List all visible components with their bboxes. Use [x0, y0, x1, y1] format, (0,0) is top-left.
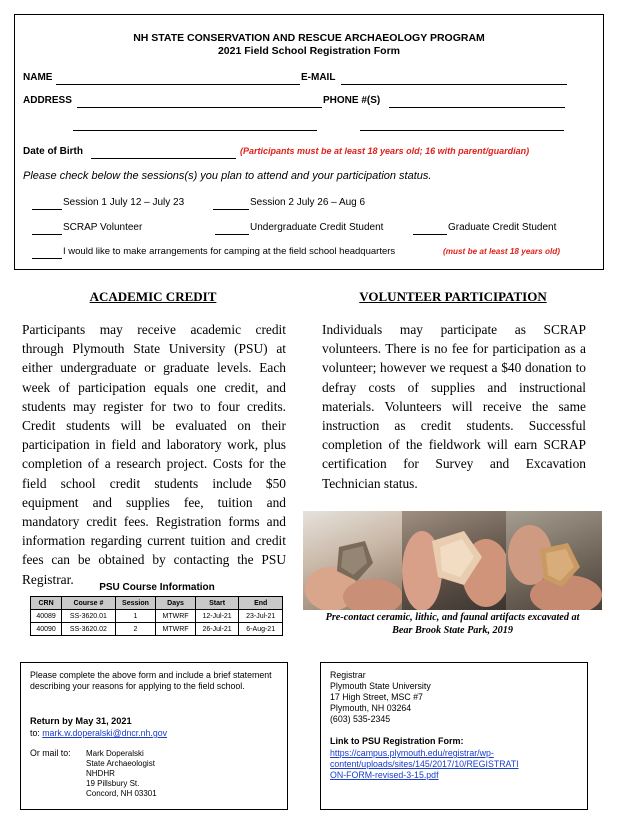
registrar-line: Registrar: [330, 670, 366, 680]
link-line: ON-FORM-revised-3-15.pdf: [330, 770, 439, 780]
submission-instructions-box: [20, 662, 288, 810]
artifact-photo-ceramic: [303, 511, 402, 610]
sessions-instruction: Please check below the sessions(s) you plan to attend and your participation status.: [23, 170, 432, 182]
return-deadline: Return by May 31, 2021: [30, 716, 132, 726]
grad-checkbox[interactable]: [413, 234, 447, 235]
course-table-header-row: [31, 597, 283, 610]
address-line: NHDHR: [86, 769, 115, 778]
address-line: Concord, NH 03301: [86, 789, 157, 798]
session2-label: Session 2 July 26 – Aug 6: [250, 197, 366, 208]
registration-form-link[interactable]: [330, 748, 519, 781]
course-table: [30, 596, 283, 636]
table-cell: 26-Jul-21: [195, 623, 239, 636]
table-row: [31, 623, 283, 636]
scrap-volunteer-label: SCRAP Volunteer: [63, 222, 143, 233]
camping-checkbox[interactable]: [32, 258, 62, 259]
col-header: Session: [115, 597, 156, 610]
registration-link-heading: Link to PSU Registration Form:: [330, 736, 464, 746]
registration-form: [14, 14, 604, 270]
mailing-address: [86, 749, 157, 799]
address-label: ADDRESS: [23, 95, 72, 106]
link-line: https://campus.plymouth.edu/registrar/wp-: [330, 748, 494, 758]
email-label: E-MAIL: [301, 72, 336, 83]
photo-caption-line2: Bear Brook State Park, 2019: [392, 625, 513, 636]
session1-label: Session 1 July 12 – July 23: [63, 197, 185, 208]
course-table-title: PSU Course Information: [99, 582, 215, 593]
registrar-line: (603) 535-2345: [330, 714, 391, 724]
table-cell: 40090: [31, 623, 62, 636]
table-cell: 1: [115, 610, 156, 623]
camping-label: I would like to make arrangements for camping at the field school headquarters: [63, 246, 396, 257]
registrar-box: [320, 662, 588, 810]
email-line: [30, 728, 167, 738]
table-cell: 40089: [31, 610, 62, 623]
table-cell: 23-Jul-21: [239, 610, 283, 623]
name-label: NAME: [23, 72, 53, 83]
col-header: CRN: [31, 597, 62, 610]
table-cell: 2: [115, 623, 156, 636]
address-field[interactable]: [77, 107, 322, 108]
volunteer-heading: VOLUNTEER PARTICIPATION: [359, 289, 547, 304]
session2-checkbox[interactable]: [213, 209, 249, 210]
artifact-photo-lithic: [402, 511, 506, 610]
name-field[interactable]: [56, 84, 300, 85]
submission-intro: Please complete the above form and include a brief statement describing your reasons for applying to the field school.: [30, 670, 272, 691]
table-cell: MTWRF: [156, 623, 196, 636]
form-subtitle: 2021 Field School Registration Form: [217, 45, 401, 57]
mail-label: Or mail to:: [30, 748, 71, 758]
col-header: Course #: [62, 597, 116, 610]
scrap-volunteer-checkbox[interactable]: [32, 234, 62, 235]
dob-field[interactable]: [91, 158, 236, 159]
phone-label: PHONE #(S): [323, 95, 381, 106]
photo-caption-line1: Pre-contact ceramic, lithic, and faunal artifacts excavated at: [325, 612, 580, 623]
col-header: Start: [195, 597, 239, 610]
age-requirement-note: (Participants must be at least 18 years old; 16 with parent/guardian): [240, 146, 530, 156]
undergrad-checkbox[interactable]: [215, 234, 249, 235]
address-line: 19 Pillsbury St.: [86, 779, 140, 788]
to-label: to:: [30, 728, 43, 738]
link-line: content/uploads/sites/145/2017/10/REGISTRATI: [330, 759, 519, 769]
contact-email-link[interactable]: mark.w.doperalski@dncr.nh.gov: [42, 728, 168, 738]
col-header: End: [239, 597, 283, 610]
phone-field[interactable]: [389, 107, 565, 108]
email-field[interactable]: [341, 84, 567, 85]
address-line: Mark Doperalski: [86, 749, 144, 758]
volunteer-body: Individuals may participate as SCRAP volunteers. There is no fee for participation as a volunteer; however we request a $40 donation to defray costs of supplies and instructional materials. Volunteers will receive the same instruction as credit students. Successful completion of the fieldwork will earn SCRAP certification for Survey and Excavation Technician status.: [322, 322, 586, 491]
camping-age-note: (must be at least 18 years old): [443, 247, 560, 256]
dob-label: Date of Birth: [23, 146, 83, 157]
undergrad-label: Undergraduate Credit Student: [250, 222, 384, 233]
registrar-line: 17 High Street, MSC #7: [330, 692, 423, 702]
session1-checkbox[interactable]: [32, 209, 62, 210]
form-title: NH STATE CONSERVATION AND RESCUE ARCHAEOLOGY PROGRAM: [133, 32, 485, 44]
registrar-line: Plymouth, NH 03264: [330, 703, 412, 713]
grad-label: Graduate Credit Student: [448, 222, 557, 233]
address-line: State Archaeologist: [86, 759, 155, 768]
academic-credit-body: Participants may receive academic credit through Plymouth State University (PSU) at either undergraduate or graduate levels. Each week of participation equals one credit, and students may register for two to four credits. Credit students will be evaluated on their participation in field and laboratory work, plus completion of a research project. Costs for the field school credit students include $50 equipment and supplies fee, tuition and mandatory credit fees. Registration forms and information regarding current tuition and credit fees can be obtained by contacting the PSU Registrar.: [22, 322, 286, 587]
table-cell: 12-Jul-21: [195, 610, 239, 623]
address-field-line2[interactable]: [73, 130, 317, 131]
academic-credit-heading: ACADEMIC CREDIT: [89, 289, 217, 304]
table-cell: 6-Aug-21: [239, 623, 283, 636]
phone-field-line2[interactable]: [360, 130, 564, 131]
registrar-line: Plymouth State University: [330, 681, 431, 691]
registrar-address: [330, 670, 431, 725]
table-cell: SS-3620.02: [62, 623, 116, 636]
col-header: Days: [156, 597, 196, 610]
table-cell: MTWRF: [156, 610, 196, 623]
table-cell: SS-3620.01: [62, 610, 116, 623]
artifact-photo-faunal: [506, 511, 602, 610]
table-row: [31, 610, 283, 623]
